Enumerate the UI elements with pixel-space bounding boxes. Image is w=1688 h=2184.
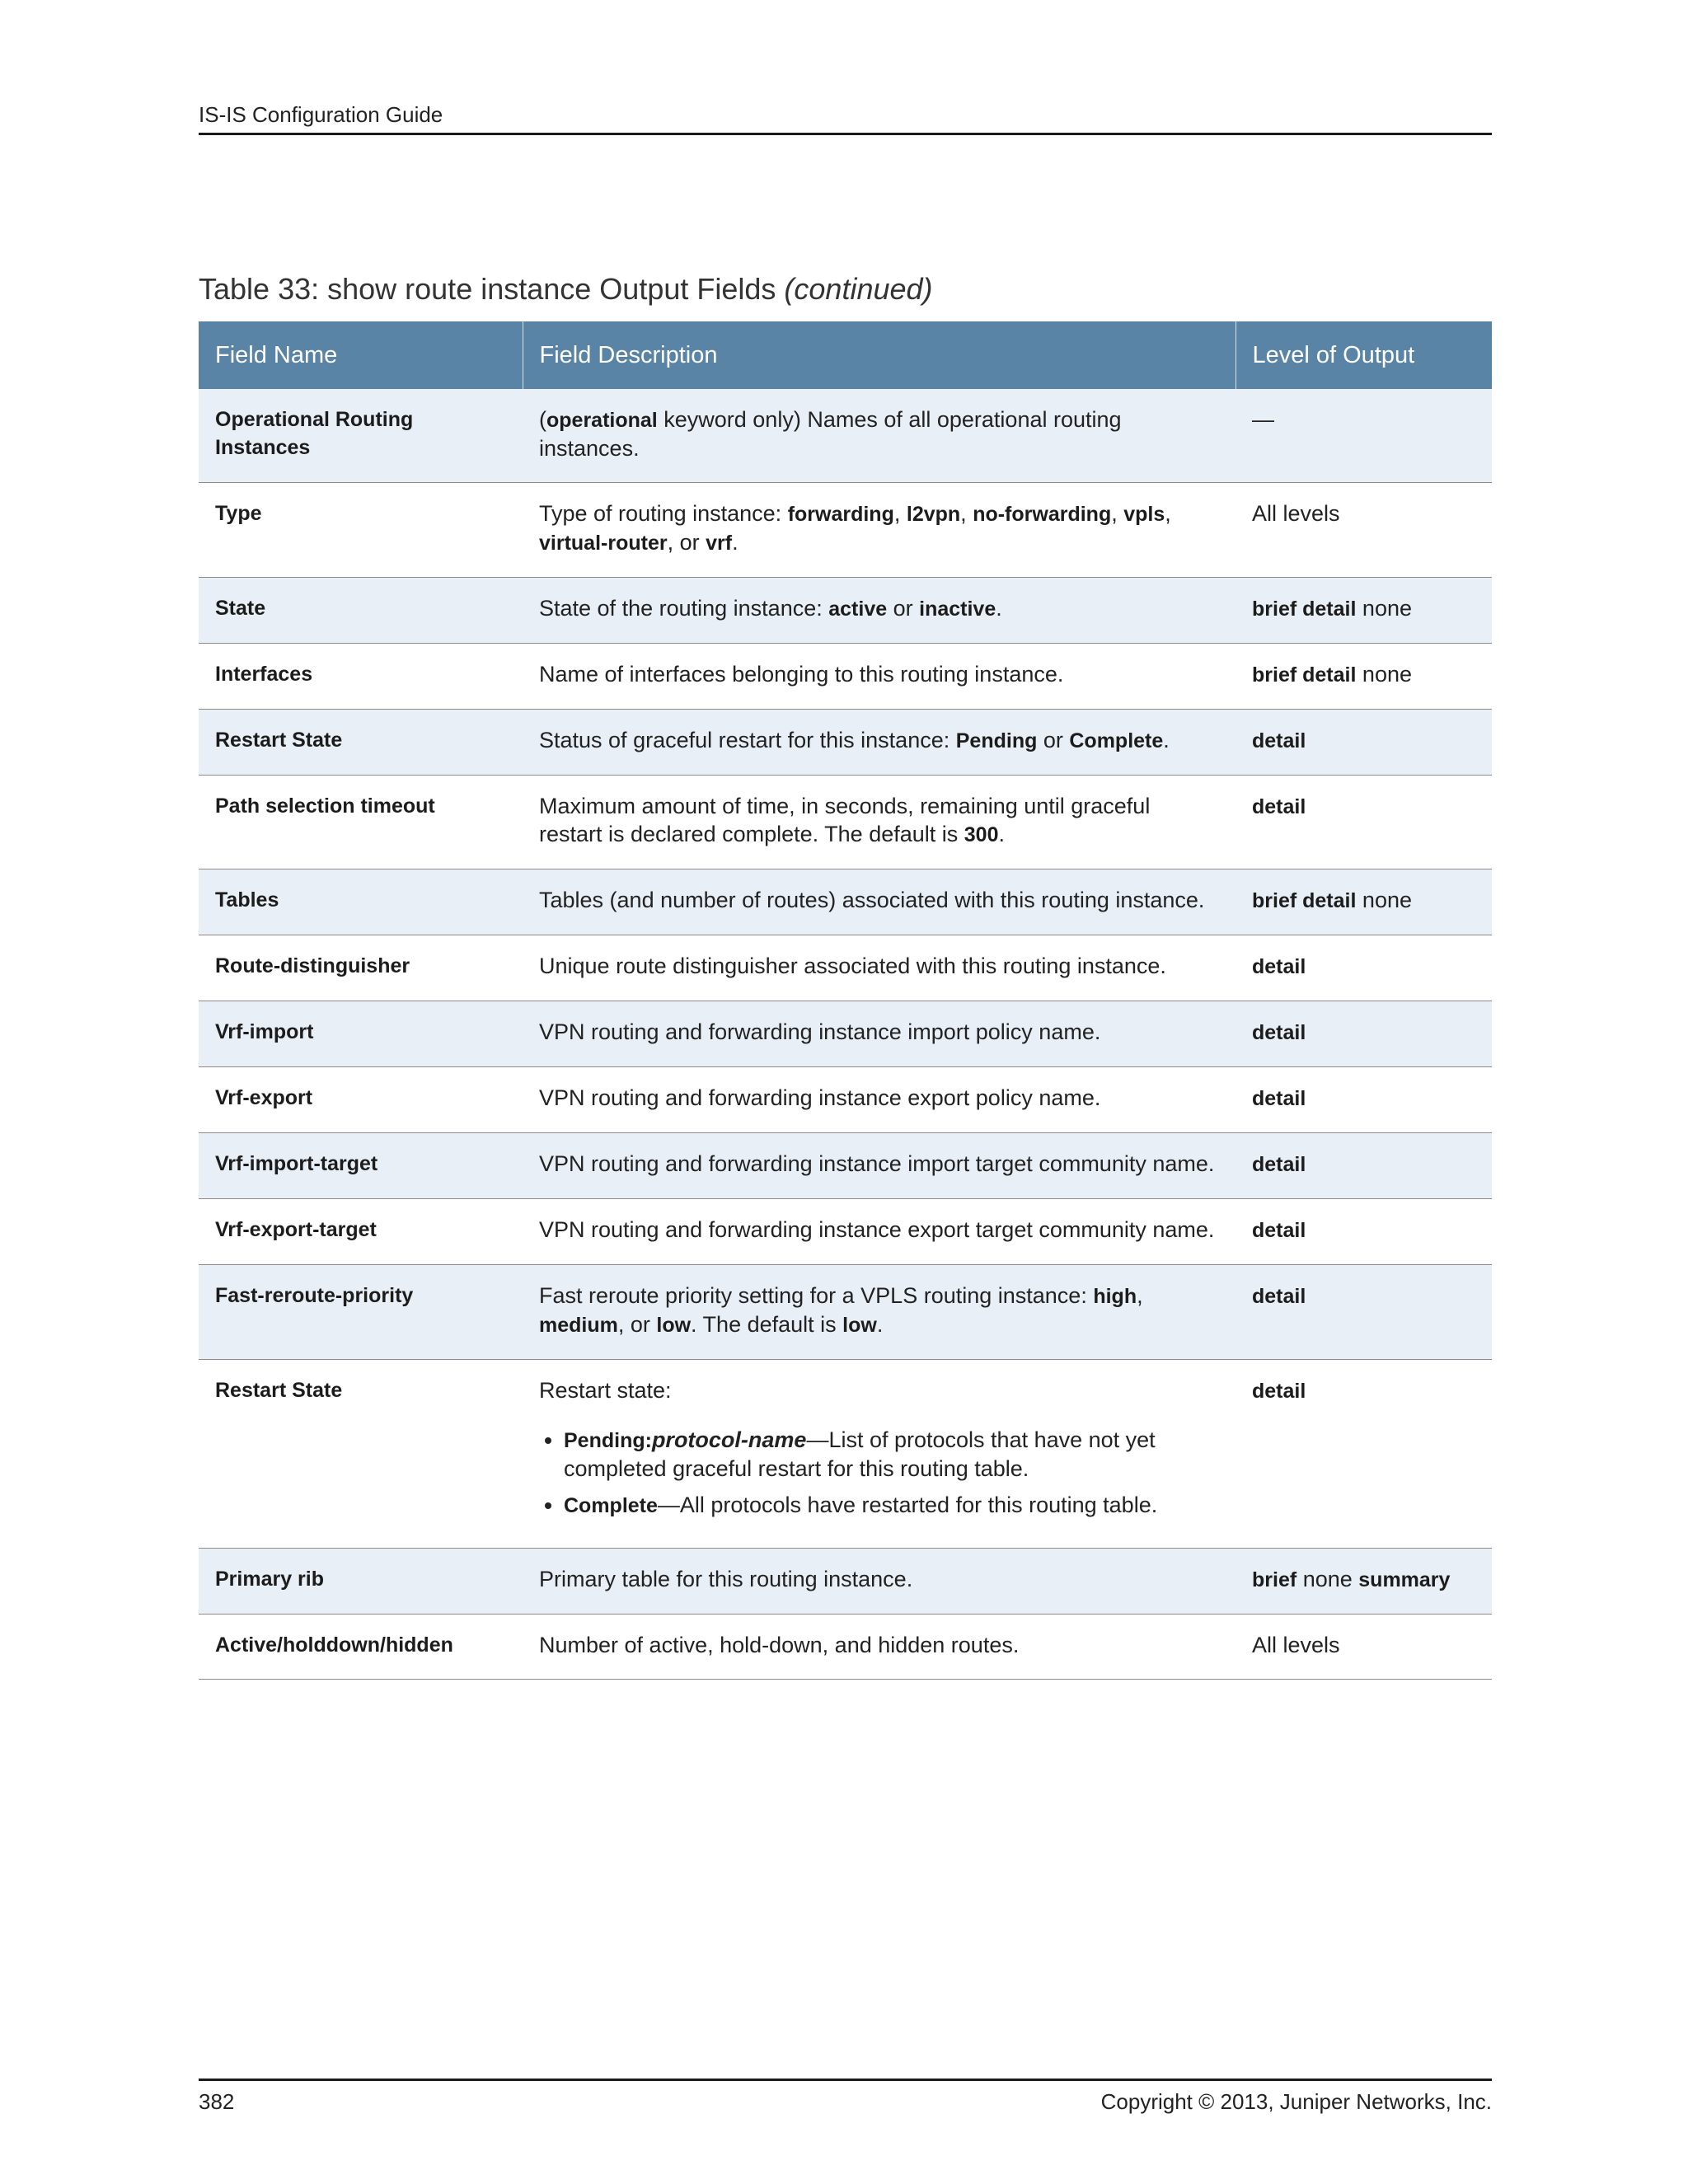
table-row xyxy=(199,869,1492,935)
keyword: detail xyxy=(1252,1153,1306,1176)
table-row xyxy=(199,1360,1492,1549)
level-of-output-cell xyxy=(1236,1360,1492,1549)
table-row xyxy=(199,1067,1492,1133)
table-row xyxy=(199,483,1492,578)
text-run: All levels xyxy=(1252,501,1340,526)
bullet-item xyxy=(564,1491,1219,1520)
text-run: . xyxy=(876,1312,884,1337)
bullet-item xyxy=(564,1426,1219,1483)
field-name-cell: Fast-reroute-priority xyxy=(199,1265,523,1360)
table-row xyxy=(199,389,1492,483)
keyword: virtual-router xyxy=(539,532,668,555)
text-run: . xyxy=(996,596,1002,621)
field-description-cell xyxy=(523,1001,1236,1067)
table-row xyxy=(199,710,1492,776)
text-run: VPN routing and forwarding instance import target community name. xyxy=(539,1151,1215,1176)
table-row xyxy=(199,1001,1492,1067)
description-text xyxy=(539,1216,1219,1244)
level-of-output-cell xyxy=(1236,710,1492,776)
text-run: VPN routing and forwarding instance import policy name. xyxy=(539,1019,1101,1044)
keyword: low xyxy=(656,1314,692,1337)
field-name-cell: Restart State xyxy=(199,1360,523,1549)
field-name-cell: State xyxy=(199,578,523,644)
keyword: 300 xyxy=(964,823,999,846)
text-run: none xyxy=(1356,662,1412,687)
description-text xyxy=(539,1150,1219,1178)
keyword: Complete xyxy=(564,1494,658,1517)
text-run: , or xyxy=(617,1312,657,1337)
description-text xyxy=(539,405,1219,462)
field-description-cell xyxy=(523,1549,1236,1615)
table-row xyxy=(199,1549,1492,1615)
description-text xyxy=(539,886,1219,914)
field-description-cell xyxy=(523,776,1236,869)
column-header-field-description: Field Description xyxy=(523,321,1236,389)
level-of-output-cell xyxy=(1236,1199,1492,1265)
field-description-cell xyxy=(523,1199,1236,1265)
text-run: State of the routing instance: xyxy=(539,596,829,621)
text-run: . xyxy=(998,822,1005,846)
text-run: VPN routing and forwarding instance export target community name. xyxy=(539,1217,1215,1242)
level-of-output-cell xyxy=(1236,1001,1492,1067)
field-name-cell: Active/holddown/hidden xyxy=(199,1615,523,1680)
text-run: none xyxy=(1356,596,1412,621)
description-text xyxy=(539,499,1219,557)
page-number: 382 xyxy=(199,2089,235,2114)
keyword: no-forwarding xyxy=(973,503,1112,526)
field-description-cell xyxy=(523,1360,1236,1549)
field-description-cell xyxy=(523,389,1236,483)
text-run: Name of interfaces belonging to this routing instance. xyxy=(539,662,1064,687)
description-text xyxy=(539,1018,1219,1046)
table-title-suffix: (continued) xyxy=(784,272,933,306)
text-run: , xyxy=(1111,501,1124,526)
field-description-cell xyxy=(523,869,1236,935)
keyword: vrf xyxy=(706,532,733,555)
keyword: brief detail xyxy=(1252,598,1357,621)
table-body xyxy=(199,389,1492,1680)
text-run: . xyxy=(732,530,738,555)
column-header-field-name: Field Name xyxy=(199,321,523,389)
table-title xyxy=(199,272,933,307)
table-row xyxy=(199,644,1492,710)
level-of-output-cell xyxy=(1236,869,1492,935)
table-row xyxy=(199,1265,1492,1360)
table-row xyxy=(199,1615,1492,1680)
field-description-cell xyxy=(523,578,1236,644)
keyword: Pending: xyxy=(564,1429,652,1452)
level-of-output-cell xyxy=(1236,1265,1492,1360)
keyword: inactive xyxy=(919,598,996,621)
keyword: medium xyxy=(539,1314,618,1337)
field-description-cell xyxy=(523,483,1236,578)
keyword: brief detail xyxy=(1252,889,1357,912)
text-run: — xyxy=(1252,407,1274,432)
level-of-output-cell xyxy=(1236,483,1492,578)
text-run: All levels xyxy=(1252,1633,1340,1657)
table-row xyxy=(199,578,1492,644)
keyword: detail xyxy=(1252,955,1306,978)
description-text xyxy=(539,1282,1219,1339)
keyword: detail xyxy=(1252,1380,1306,1403)
level-of-output-cell xyxy=(1236,1549,1492,1615)
text-run: ( xyxy=(539,407,546,432)
field-description-cell xyxy=(523,1615,1236,1680)
text-run: none xyxy=(1356,888,1412,912)
level-of-output-cell xyxy=(1236,389,1492,483)
keyword: l2vpn xyxy=(906,503,961,526)
text-run: VPN routing and forwarding instance export policy name. xyxy=(539,1085,1101,1110)
table-row xyxy=(199,935,1492,1001)
keyword: detail xyxy=(1252,1219,1306,1242)
text-run: keyword only) Names of all operational routing instances. xyxy=(539,407,1122,461)
level-of-output-cell xyxy=(1236,1133,1492,1199)
text-run: . The default is xyxy=(691,1312,843,1337)
text-run: . xyxy=(1163,728,1170,752)
field-description-cell xyxy=(523,935,1236,1001)
keyword: detail xyxy=(1252,1285,1306,1308)
text-run: , xyxy=(1137,1283,1143,1308)
text-run: none xyxy=(1296,1567,1359,1591)
keyword: Complete xyxy=(1069,729,1164,752)
keyword: detail xyxy=(1252,1087,1306,1110)
field-name-cell: Restart State xyxy=(199,710,523,776)
keyword: high xyxy=(1093,1285,1137,1308)
description-text xyxy=(539,952,1219,980)
field-name-cell: Vrf-import xyxy=(199,1001,523,1067)
text-run: —List of protocols that have not yet completed graceful restart for this routing table. xyxy=(564,1427,1156,1481)
field-name-cell: Interfaces xyxy=(199,644,523,710)
text-run: Maximum amount of time, in seconds, remaining until graceful restart is declared complete. The default is xyxy=(539,794,1151,846)
text-run: , or xyxy=(667,530,706,555)
description-text xyxy=(539,1565,1219,1593)
keyword: Pending xyxy=(955,729,1038,752)
table-row xyxy=(199,776,1492,869)
variable: protocol-name xyxy=(651,1427,807,1452)
text-run: —All protocols have restarted for this routing table. xyxy=(657,1493,1158,1517)
table-row xyxy=(199,1199,1492,1265)
guide-title: IS-IS Configuration Guide xyxy=(199,102,443,127)
text-run: Restart state: xyxy=(539,1378,672,1403)
level-of-output-cell xyxy=(1236,776,1492,869)
field-description-cell xyxy=(523,710,1236,776)
level-of-output-cell xyxy=(1236,644,1492,710)
keyword: low xyxy=(842,1314,877,1337)
field-name-cell: Path selection timeout xyxy=(199,776,523,869)
keyword: brief xyxy=(1252,1568,1297,1591)
text-run: Type of routing instance: xyxy=(539,501,788,526)
level-of-output-cell xyxy=(1236,935,1492,1001)
text-run: Fast reroute priority setting for a VPLS routing instance: xyxy=(539,1283,1094,1308)
keyword: forwarding xyxy=(787,503,894,526)
running-header xyxy=(199,97,1492,135)
field-name-cell: Vrf-export xyxy=(199,1067,523,1133)
field-name-cell: Primary rib xyxy=(199,1549,523,1615)
keyword: detail xyxy=(1252,1021,1306,1044)
description-text xyxy=(539,792,1219,849)
keyword: operational xyxy=(546,409,658,432)
field-name-cell: Route-distinguisher xyxy=(199,935,523,1001)
field-name-cell: Vrf-export-target xyxy=(199,1199,523,1265)
text-run: Primary table for this routing instance. xyxy=(539,1567,913,1591)
description-text xyxy=(539,594,1219,623)
description-text xyxy=(539,660,1219,688)
description-text xyxy=(539,1376,1219,1404)
table-title-text: Table 33: show route instance Output Fields xyxy=(199,272,776,306)
text-run: Tables (and number of routes) associated with this routing instance. xyxy=(539,888,1205,912)
level-of-output-cell xyxy=(1236,578,1492,644)
text-run: , xyxy=(960,501,973,526)
table-header-row xyxy=(199,321,1492,389)
table-row xyxy=(199,1133,1492,1199)
field-name-cell: Vrf-import-target xyxy=(199,1133,523,1199)
keyword: summary xyxy=(1358,1568,1451,1591)
level-of-output-cell xyxy=(1236,1067,1492,1133)
field-description-cell xyxy=(523,1067,1236,1133)
text-run: Status of graceful restart for this instance: xyxy=(539,728,956,752)
copyright-notice: Copyright © 2013, Juniper Networks, Inc. xyxy=(1100,2089,1492,2114)
keyword: detail xyxy=(1252,729,1306,752)
field-description-cell xyxy=(523,1265,1236,1360)
text-run: Unique route distinguisher associated with this routing instance. xyxy=(539,954,1166,978)
description-text xyxy=(539,726,1219,755)
keyword: active xyxy=(828,598,888,621)
description-text xyxy=(539,1631,1219,1659)
keyword: detail xyxy=(1252,795,1306,818)
field-name-cell: Type xyxy=(199,483,523,578)
field-name-cell: Operational Routing Instances xyxy=(199,389,523,483)
column-header-level-of-output: Level of Output xyxy=(1236,321,1492,389)
text-run: , xyxy=(1165,501,1171,526)
description-text xyxy=(539,1084,1219,1112)
field-description-cell xyxy=(523,644,1236,710)
text-run: Number of active, hold-down, and hidden routes. xyxy=(539,1633,1020,1657)
level-of-output-cell xyxy=(1236,1615,1492,1680)
keyword: vpls xyxy=(1123,503,1165,526)
bullet-list xyxy=(539,1426,1219,1520)
text-run: or xyxy=(887,596,920,621)
field-name-cell: Tables xyxy=(199,869,523,935)
text-run: or xyxy=(1037,728,1070,752)
keyword: brief detail xyxy=(1252,663,1357,687)
field-description-cell xyxy=(523,1133,1236,1199)
running-footer xyxy=(199,2079,1492,2114)
output-fields-table xyxy=(199,321,1492,1680)
text-run: , xyxy=(893,501,907,526)
